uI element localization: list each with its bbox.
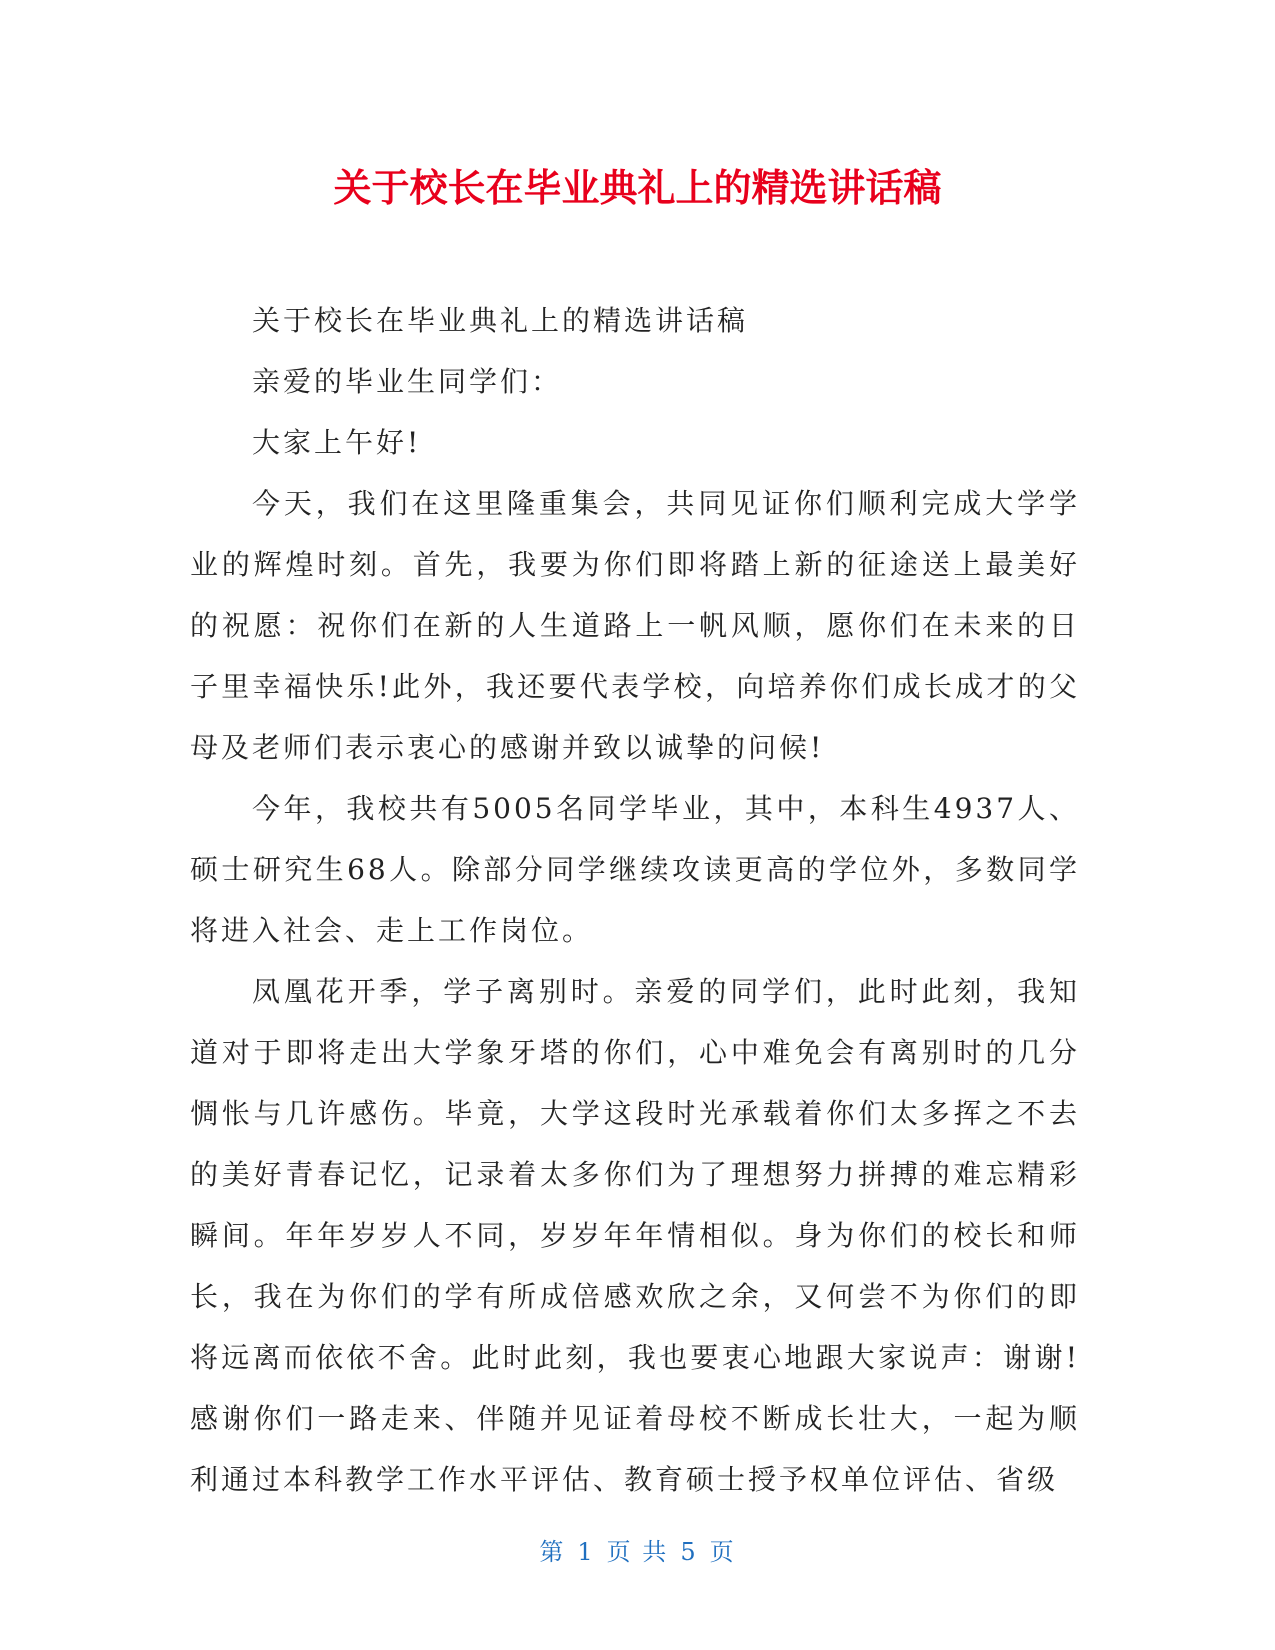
footer-prefix: 第	[539, 1538, 566, 1566]
footer-middle: 页 共	[606, 1538, 669, 1566]
paragraph: 今天，我们在这里隆重集会，共同见证你们顺利完成大学学业的辉煌时刻。首先，我要为你们即将踏上新的征途送上最美好的祝愿：祝你们在新的人生道路上一帆风顺，愿你们在未来的日子里幸福快乐!此外，我还要代表学校，向培养你们成长成才的父母及老师们表示衷心的感谢并致以诚挚的问候!	[190, 487, 1080, 764]
footer-suffix: 页	[709, 1538, 736, 1566]
paragraph-heading: 关于校长在毕业典礼上的精选讲话稿	[252, 304, 749, 337]
document-title: 关于校长在毕业典礼上的精选讲话稿	[333, 166, 942, 210]
footer-total-pages: 5	[680, 1538, 698, 1566]
paragraph-salutation: 亲爱的毕业生同学们：	[252, 365, 563, 398]
paragraph: 凤凰花开季，学子离别时。亲爱的同学们，此时此刻，我知道对于即将走出大学象牙塔的你们，心中难免会有离别时的几分惆怅与几许感伤。毕竟，大学这段时光承载着你们太多挥之不去的美好青春记忆，记录着太多你们为了理想努力拼搏的难忘精彩瞬间。年年岁岁人不同，岁岁年年情相似。身为你们的校长和师长，我在为你们的学有所成倍感欢欣之余，又何尝不为你们的即将远离而依依不舍。此时此刻，我也要衷心地跟大家说声：谢谢!感谢你们一路走来、伴随并见证着母校不断成长壮大，一起为顺利通过本科教学工作水平评估、教育硕士授予权单位评估、省级	[190, 975, 1080, 1496]
paragraph: 今年，我校共有5005名同学毕业，其中，本科生4937人、硕士研究生68人。除部分同学继续攻读更高的学位外，多数同学将进入社会、走上工作岗位。	[190, 792, 1080, 947]
paragraph-greeting: 大家上午好!	[252, 426, 422, 459]
document-body	[190, 290, 1080, 1510]
page-footer	[0, 1536, 1275, 1568]
footer-page-number: 1	[577, 1538, 595, 1566]
